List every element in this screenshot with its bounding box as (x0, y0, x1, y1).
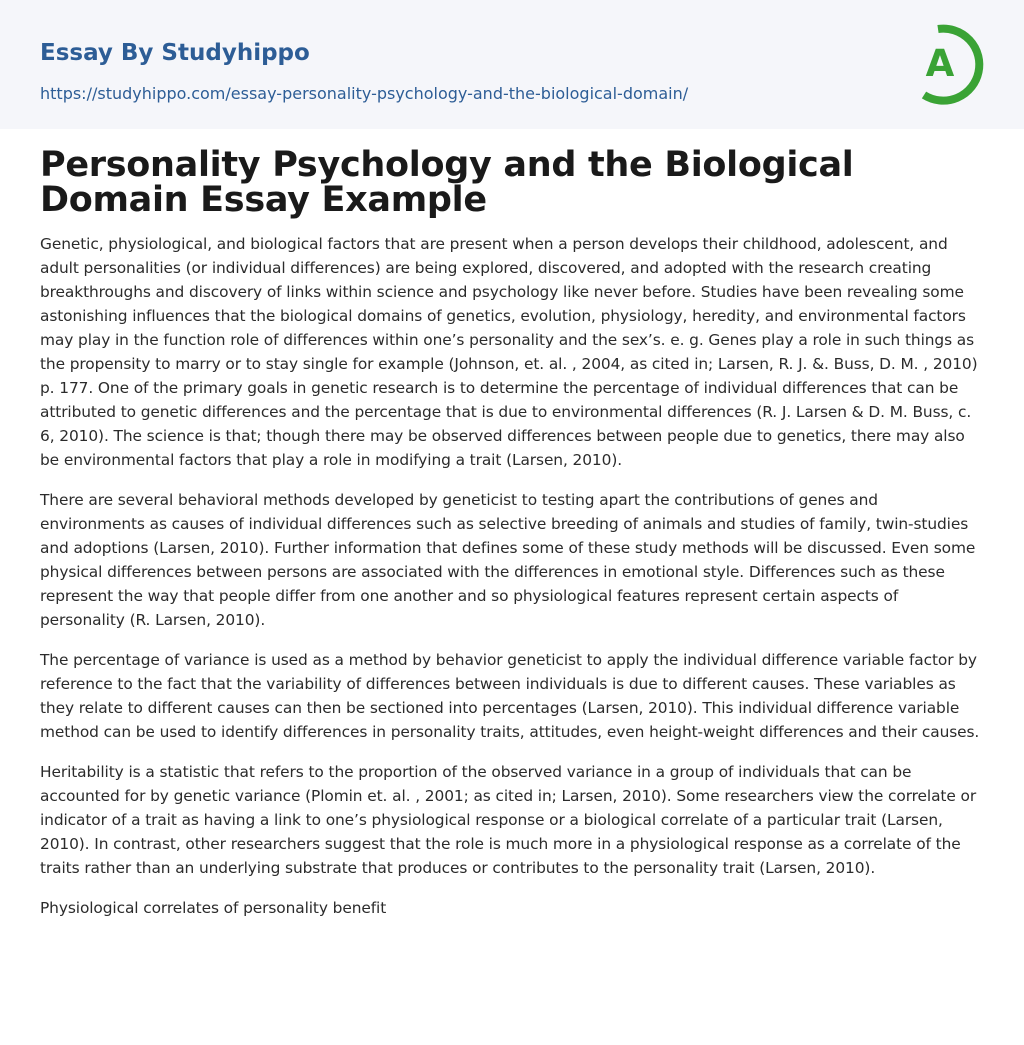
essay-paragraph: Physiological correlates of personality benefit (40, 899, 387, 917)
source-url-link[interactable]: https://studyhippo.com/essay-personality-psychology-and-the-biological-domain/ (40, 84, 689, 103)
logo-letter: A (925, 42, 955, 85)
article-body (40, 145, 984, 936)
studyhippo-logo-icon[interactable] (908, 16, 988, 108)
site-title[interactable]: Essay By Studyhippo (40, 40, 310, 66)
essay-paragraph: Heritability is a statistic that refers to the proportion of the observed variance in a group of individuals that can be accounted for by genetic variance (Plomin et. al. , 2001; as cited in; Larsen, 2010). Some researchers view the correlate or indicator of a trait as having a link to one’s physiological response or a biological correlate of a particular trait (Larsen, 2010). In contrast, other researchers suggest that the role is much more in a physiological response as a correlate of the traits rather than an underlying substrate that produces or contributes to the personality trait (Larsen, 2010). (40, 763, 977, 877)
essay-paragraph: The percentage of variance is used as a method by behavior geneticist to apply the individual difference variable factor by reference to the fact that the variability of differences between individuals is due to different causes. These variables as they relate to different causes can then be sectioned into percentages (Larsen, 2010). This individual difference variable method can be used to identify differences in personality traits, attitudes, even height-weight differences and their causes. (40, 651, 980, 741)
essay-paragraph: Genetic, physiological, and biological factors that are present when a person develops their childhood, adolescent, and adult personalities (or individual differences) are being explored, discovered, and adopted with the research creating breakthroughs and discovery of links within science and psychology like never before. Studies have been revealing some astonishing influences that the biological domains of genetics, evolution, physiology, heredity, and environmental factors may play in the function role of differences within one’s personality and the sex’s. e. g. Genes play a role in such things as the propensity to marry or to stay single for example (Johnson, et. al. , 2004, as cited in; Larsen, R. J. &. Buss, D. M. , 2010) p. 177. One of the primary goals in genetic research is to determine the percentage of individual differences that can be attributed to genetic differences and the percentage that is due to environmental differences (R. J. Larsen & D. M. Buss, c. 6, 2010). The science is that; though there may be observed differences between people due to genetics, there may also be environmental factors that play a role in modifying a trait (Larsen, 2010). (40, 235, 978, 469)
essay-paragraph: There are several behavioral methods developed by geneticist to testing apart the contributions of genes and environments as causes of individual differences such as selective breeding of animals and studies of family, twin-studies and adoptions (Larsen, 2010). Further information that defines some of these study methods will be discussed. Even some physical differences between persons are associated with the differences in emotional style. Differences such as these represent the way that people differ from one another and so physiological features represent certain aspects of personality (R. Larsen, 2010). (40, 491, 976, 629)
page-title: Personality Psychology and the Biological Domain Essay Example (40, 145, 854, 220)
site-header (0, 0, 1024, 129)
